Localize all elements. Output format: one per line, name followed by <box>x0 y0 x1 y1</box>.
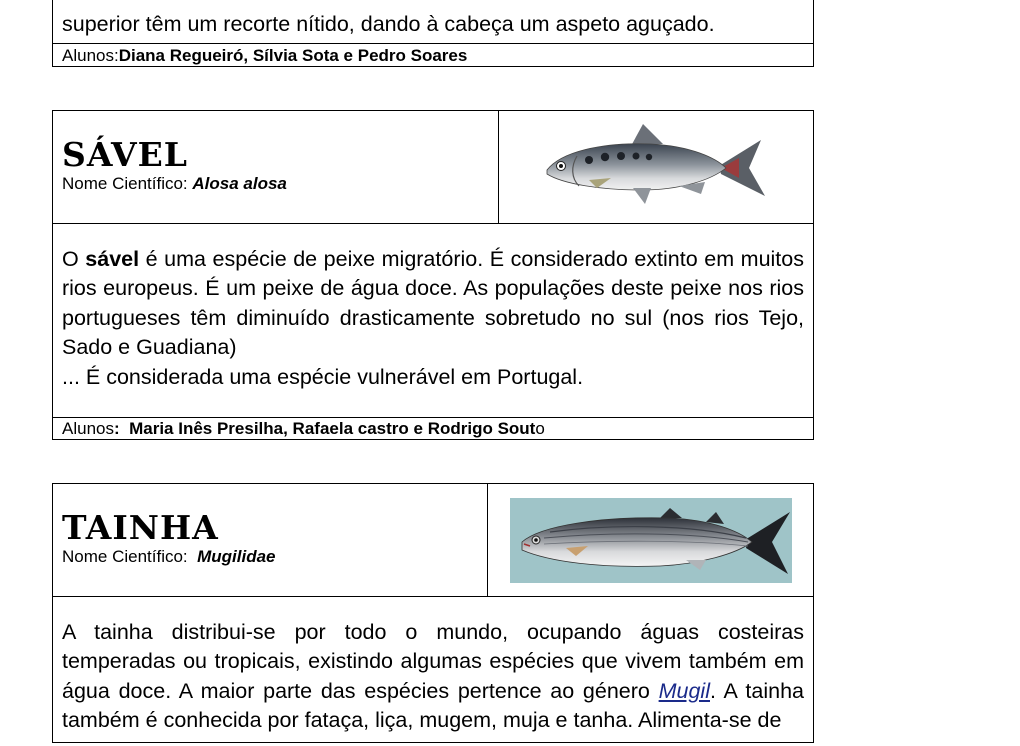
species-header <box>53 111 813 223</box>
mullet-fish-photo-icon <box>510 498 792 583</box>
species-image-cell <box>488 484 813 596</box>
species-title: TAINHA <box>62 508 219 547</box>
scientific-name: Nome Científico: Mugilidae <box>62 547 276 566</box>
species-description: O sável é uma espécie de peixe migratório. É considerado extinto em muitos rios europeus. É um peixe de água doce. As populações deste peixe nos rios portugueses têm diminuído drasticamente sobretudo no sul (nos rios Tejo, Sado e Guadiana) ... É considerada uma espécie vulnerável em Portugal. <box>53 223 813 417</box>
card-previous-species <box>52 0 814 67</box>
shad-fish-illustration-icon <box>541 122 771 212</box>
scientific-name: Nome Científico: Alosa alosa <box>62 174 287 193</box>
species-title: SÁVEL <box>62 135 188 174</box>
students-credit: Alunos: Diana Regueiró, Sílvia Sota e Pedro Soares <box>53 43 813 67</box>
species-image-cell <box>499 111 813 223</box>
card-tainha <box>52 483 814 743</box>
card-savel <box>52 110 814 440</box>
species-description: A tainha distribui-se por todo o mundo, ocupando águas costeiras temperadas ou tropicais, existindo algumas espécies que vivem também em água doce. A maior parte das espécies pertence ao género Mugil. A tainha também é conhecida por fataça, liça, mugem, muja e tanha. Alimenta-se de <box>53 596 813 746</box>
genus-mugil-link[interactable]: Mugil <box>658 678 710 703</box>
species-description: superior têm um recorte nítido, dando à cabeça um aspeto aguçado. <box>62 11 715 36</box>
students-credit: Alunos : Maria Inês Presilha, Rafaela castro e Rodrigo Sout o <box>53 417 813 440</box>
species-header <box>53 484 813 596</box>
